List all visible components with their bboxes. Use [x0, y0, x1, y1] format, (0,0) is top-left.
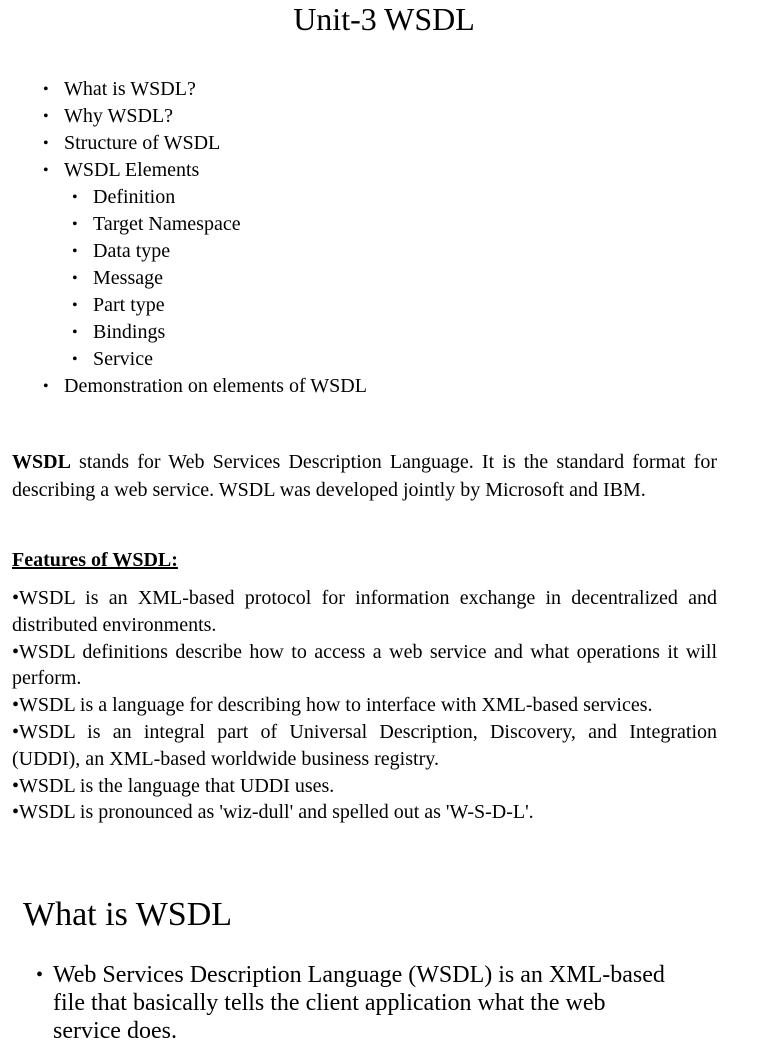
outline-subitem: • Target Namespace: [0, 211, 367, 238]
outline-subitem: • Definition: [0, 184, 367, 211]
section-bullet: • Web Services Description Language (WSDL) is an XML-based file that basically tells the client application what the web service does.: [36, 961, 676, 1045]
section-bullets: [36, 961, 676, 1045]
feature-item: •WSDL is a language for describing how to interface with XML-based services.: [12, 694, 653, 717]
outline-subitem: • Data type: [0, 238, 367, 265]
outline-item: • What is WSDL?: [0, 76, 367, 103]
page-title: Unit-3 WSDL: [293, 1, 475, 37]
feature-item: •WSDL is pronounced as 'wiz-dull' and spelled out as 'W-S-D-L'.: [12, 801, 534, 824]
outline-subitem: • Service: [0, 346, 367, 373]
feature-item: •WSDL is an XML-based protocol for information exchange in decentralized and distributed environments.: [12, 587, 717, 636]
outline-item: • WSDL Elements: [0, 157, 367, 184]
intro-term: WSDL: [12, 451, 71, 473]
outline-subitem: • Message: [0, 265, 367, 292]
intro-text: stands for Web Services Description Language. It is the standard format for describing a web service. WSDL was developed jointly by Microsoft and IBM.: [12, 451, 717, 501]
outline-item: • Demonstration on elements of WSDL: [0, 373, 367, 400]
features-list: [12, 585, 717, 826]
outline-item: • Structure of WSDL: [0, 130, 367, 157]
outline-item: • Why WSDL?: [0, 103, 367, 130]
features-heading: Features of WSDL:: [12, 549, 178, 571]
feature-item: •WSDL definitions describe how to access a web service and what operations it will perform.: [12, 640, 717, 690]
topic-outline: [0, 76, 367, 400]
section-heading: What is WSDL: [23, 896, 233, 933]
intro-paragraph: [12, 449, 717, 504]
feature-item: •WSDL is the language that UDDI uses.: [12, 774, 335, 797]
outline-subitem: • Part type: [0, 292, 367, 319]
feature-item: •WSDL is an integral part of Universal Description, Discovery, and Integration (UDDI), an XML-based worldwide business registry.: [12, 720, 717, 770]
outline-subitem: • Bindings: [0, 319, 367, 346]
